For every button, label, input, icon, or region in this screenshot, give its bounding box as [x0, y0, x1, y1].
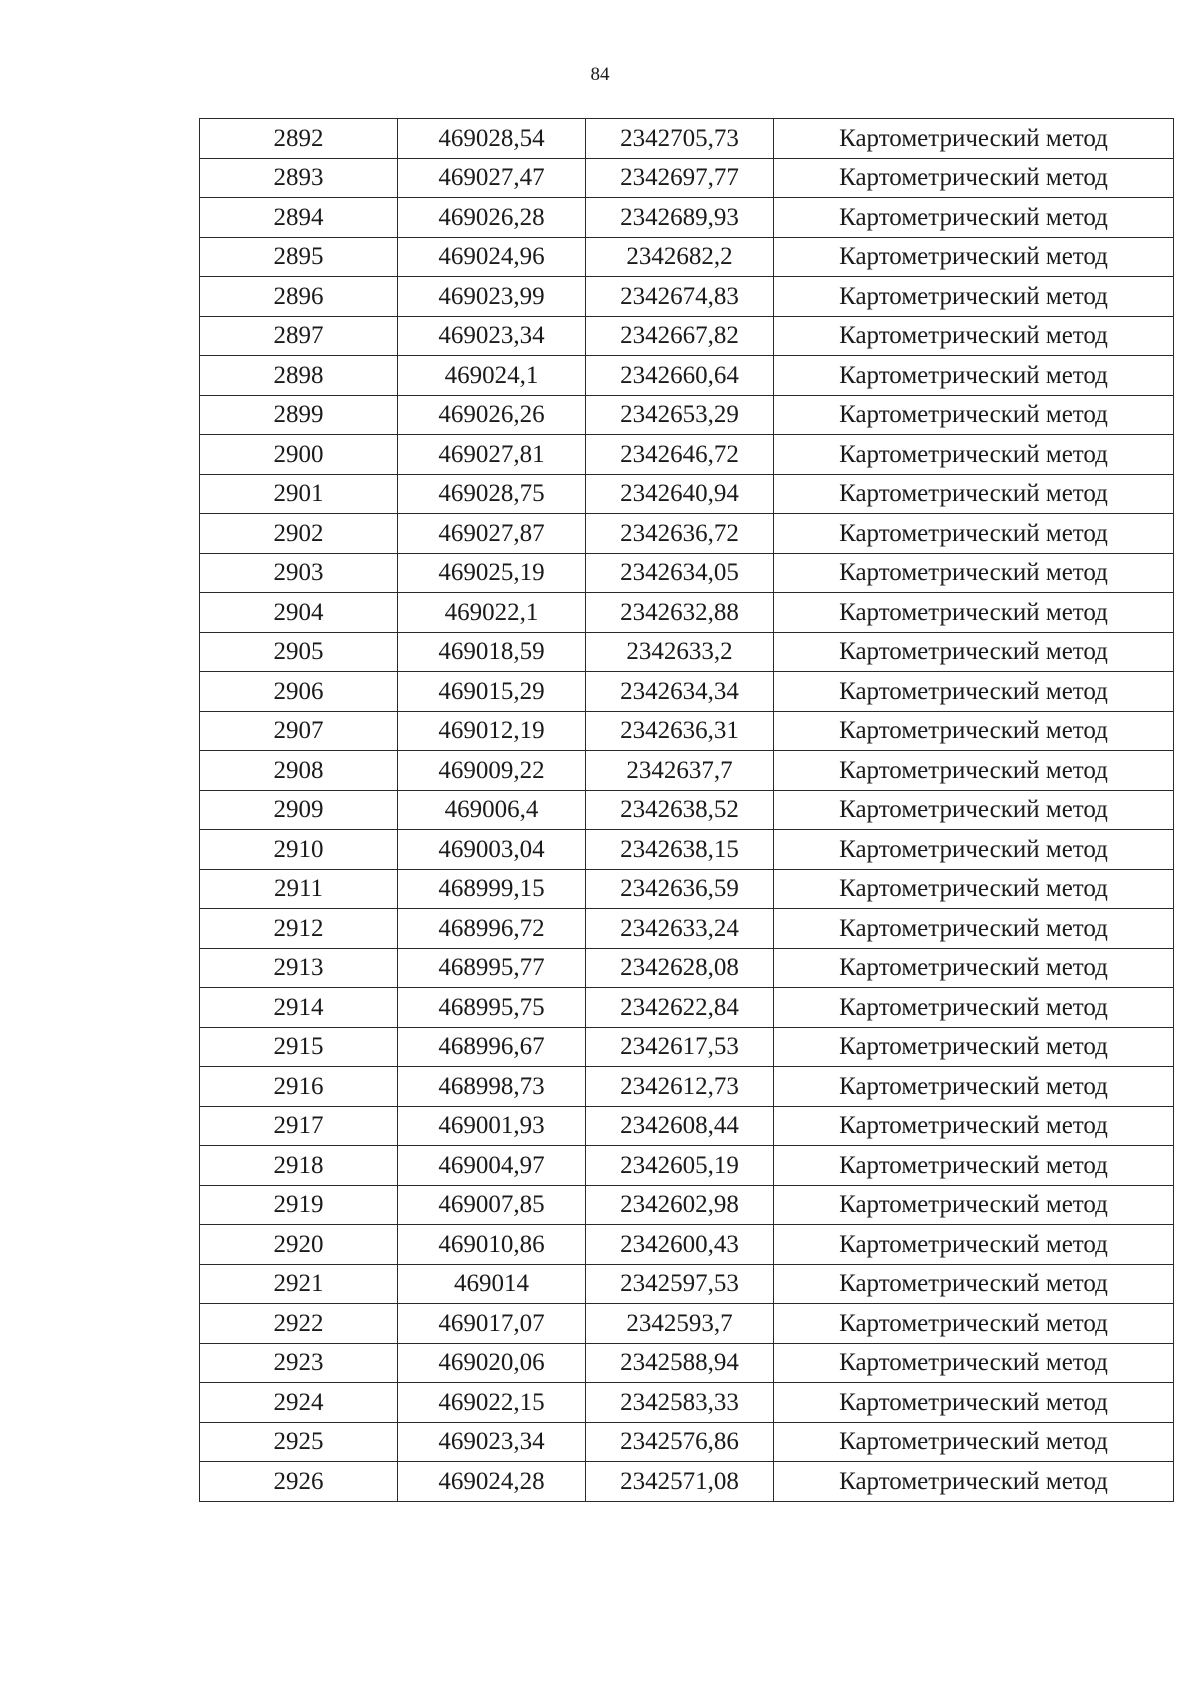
method-cell: Картометрический метод — [774, 1027, 1174, 1067]
table-row — [200, 1304, 1174, 1344]
method-cell: Картометрический метод — [774, 514, 1174, 554]
x-coordinate-cell: 468995,75 — [398, 988, 586, 1028]
table-row — [200, 988, 1174, 1028]
method-cell: Картометрический метод — [774, 277, 1174, 317]
table-row — [200, 395, 1174, 435]
x-coordinate-cell: 469022,15 — [398, 1383, 586, 1423]
y-coordinate-cell: 2342571,08 — [586, 1462, 774, 1502]
table-row — [200, 198, 1174, 238]
y-coordinate-cell: 2342597,53 — [586, 1264, 774, 1304]
point-number-cell: 2899 — [200, 395, 398, 435]
point-number-cell: 2912 — [200, 909, 398, 949]
method-cell: Картометрический метод — [774, 435, 1174, 475]
y-coordinate-cell: 2342576,86 — [586, 1422, 774, 1462]
method-cell: Картометрический метод — [774, 672, 1174, 712]
x-coordinate-cell: 469024,1 — [398, 356, 586, 396]
method-cell: Картометрический метод — [774, 158, 1174, 198]
method-cell: Картометрический метод — [774, 1067, 1174, 1107]
y-coordinate-cell: 2342632,88 — [586, 593, 774, 633]
table-row — [200, 119, 1174, 159]
point-number-cell: 2923 — [200, 1343, 398, 1383]
y-coordinate-cell: 2342636,59 — [586, 869, 774, 909]
point-number-cell: 2905 — [200, 632, 398, 672]
method-cell: Картометрический метод — [774, 593, 1174, 633]
x-coordinate-cell: 469028,54 — [398, 119, 586, 159]
method-cell: Картометрический метод — [774, 1462, 1174, 1502]
method-cell: Картометрический метод — [774, 1106, 1174, 1146]
table-row — [200, 553, 1174, 593]
y-coordinate-cell: 2342682,2 — [586, 237, 774, 277]
y-coordinate-cell: 2342640,94 — [586, 474, 774, 514]
table-row — [200, 1383, 1174, 1423]
method-cell: Картометрический метод — [774, 948, 1174, 988]
y-coordinate-cell: 2342612,73 — [586, 1067, 774, 1107]
coordinates-table — [199, 118, 1174, 1502]
method-cell: Картометрический метод — [774, 751, 1174, 791]
y-coordinate-cell: 2342660,64 — [586, 356, 774, 396]
y-coordinate-cell: 2342628,08 — [586, 948, 774, 988]
method-cell: Картометрический метод — [774, 1225, 1174, 1265]
y-coordinate-cell: 2342705,73 — [586, 119, 774, 159]
y-coordinate-cell: 2342689,93 — [586, 198, 774, 238]
y-coordinate-cell: 2342646,72 — [586, 435, 774, 475]
point-number-cell: 2907 — [200, 711, 398, 751]
method-cell: Картометрический метод — [774, 1422, 1174, 1462]
point-number-cell: 2893 — [200, 158, 398, 198]
point-number-cell: 2909 — [200, 790, 398, 830]
method-cell: Картометрический метод — [774, 830, 1174, 870]
table-row — [200, 1027, 1174, 1067]
x-coordinate-cell: 468998,73 — [398, 1067, 586, 1107]
x-coordinate-cell: 469027,81 — [398, 435, 586, 475]
x-coordinate-cell: 469006,4 — [398, 790, 586, 830]
point-number-cell: 2916 — [200, 1067, 398, 1107]
table-row — [200, 711, 1174, 751]
table-row — [200, 277, 1174, 317]
y-coordinate-cell: 2342637,7 — [586, 751, 774, 791]
point-number-cell: 2910 — [200, 830, 398, 870]
method-cell: Картометрический метод — [774, 711, 1174, 751]
x-coordinate-cell: 469009,22 — [398, 751, 586, 791]
method-cell: Картометрический метод — [774, 395, 1174, 435]
table-row — [200, 672, 1174, 712]
point-number-cell: 2906 — [200, 672, 398, 712]
point-number-cell: 2895 — [200, 237, 398, 277]
table-row — [200, 1462, 1174, 1502]
x-coordinate-cell: 469023,99 — [398, 277, 586, 317]
y-coordinate-cell: 2342600,43 — [586, 1225, 774, 1265]
table-row — [200, 830, 1174, 870]
point-number-cell: 2908 — [200, 751, 398, 791]
point-number-cell: 2911 — [200, 869, 398, 909]
y-coordinate-cell: 2342608,44 — [586, 1106, 774, 1146]
page-number: 84 — [590, 64, 610, 85]
method-cell: Картометрический метод — [774, 1383, 1174, 1423]
x-coordinate-cell: 468996,67 — [398, 1027, 586, 1067]
table-row — [200, 1106, 1174, 1146]
point-number-cell: 2924 — [200, 1383, 398, 1423]
x-coordinate-cell: 469003,04 — [398, 830, 586, 870]
method-cell: Картометрический метод — [774, 869, 1174, 909]
table-row — [200, 593, 1174, 633]
table-row — [200, 909, 1174, 949]
point-number-cell: 2903 — [200, 553, 398, 593]
table-row — [200, 514, 1174, 554]
y-coordinate-cell: 2342638,15 — [586, 830, 774, 870]
point-number-cell: 2896 — [200, 277, 398, 317]
y-coordinate-cell: 2342636,72 — [586, 514, 774, 554]
point-number-cell: 2922 — [200, 1304, 398, 1344]
y-coordinate-cell: 2342633,2 — [586, 632, 774, 672]
method-cell: Картометрический метод — [774, 356, 1174, 396]
method-cell: Картометрический метод — [774, 119, 1174, 159]
method-cell: Картометрический метод — [774, 1304, 1174, 1344]
x-coordinate-cell: 469010,86 — [398, 1225, 586, 1265]
point-number-cell: 2892 — [200, 119, 398, 159]
table-row — [200, 1343, 1174, 1383]
x-coordinate-cell: 469001,93 — [398, 1106, 586, 1146]
method-cell: Картометрический метод — [774, 316, 1174, 356]
y-coordinate-cell: 2342636,31 — [586, 711, 774, 751]
point-number-cell: 2915 — [200, 1027, 398, 1067]
point-number-cell: 2920 — [200, 1225, 398, 1265]
x-coordinate-cell: 469028,75 — [398, 474, 586, 514]
x-coordinate-cell: 469012,19 — [398, 711, 586, 751]
y-coordinate-cell: 2342605,19 — [586, 1146, 774, 1186]
y-coordinate-cell: 2342617,53 — [586, 1027, 774, 1067]
method-cell: Картометрический метод — [774, 1185, 1174, 1225]
x-coordinate-cell: 469023,34 — [398, 1422, 586, 1462]
method-cell: Картометрический метод — [774, 909, 1174, 949]
x-coordinate-cell: 469024,28 — [398, 1462, 586, 1502]
x-coordinate-cell: 469026,28 — [398, 198, 586, 238]
table-row — [200, 435, 1174, 475]
x-coordinate-cell: 468999,15 — [398, 869, 586, 909]
x-coordinate-cell: 469018,59 — [398, 632, 586, 672]
table-row — [200, 1264, 1174, 1304]
method-cell: Картометрический метод — [774, 474, 1174, 514]
table-row — [200, 474, 1174, 514]
point-number-cell: 2926 — [200, 1462, 398, 1502]
y-coordinate-cell: 2342634,34 — [586, 672, 774, 712]
table-row — [200, 1067, 1174, 1107]
point-number-cell: 2918 — [200, 1146, 398, 1186]
y-coordinate-cell: 2342633,24 — [586, 909, 774, 949]
y-coordinate-cell: 2342653,29 — [586, 395, 774, 435]
point-number-cell: 2894 — [200, 198, 398, 238]
method-cell: Картометрический метод — [774, 790, 1174, 830]
table-row — [200, 237, 1174, 277]
table-row — [200, 356, 1174, 396]
y-coordinate-cell: 2342602,98 — [586, 1185, 774, 1225]
method-cell: Картометрический метод — [774, 988, 1174, 1028]
x-coordinate-cell: 468995,77 — [398, 948, 586, 988]
x-coordinate-cell: 469026,26 — [398, 395, 586, 435]
x-coordinate-cell: 469017,07 — [398, 1304, 586, 1344]
point-number-cell: 2917 — [200, 1106, 398, 1146]
y-coordinate-cell: 2342588,94 — [586, 1343, 774, 1383]
x-coordinate-cell: 469014 — [398, 1264, 586, 1304]
point-number-cell: 2914 — [200, 988, 398, 1028]
point-number-cell: 2913 — [200, 948, 398, 988]
table-row — [200, 751, 1174, 791]
x-coordinate-cell: 469024,96 — [398, 237, 586, 277]
table-row — [200, 632, 1174, 672]
y-coordinate-cell: 2342634,05 — [586, 553, 774, 593]
coordinates-table-body — [200, 119, 1174, 1502]
x-coordinate-cell: 469027,87 — [398, 514, 586, 554]
point-number-cell: 2919 — [200, 1185, 398, 1225]
table-row — [200, 1146, 1174, 1186]
point-number-cell: 2904 — [200, 593, 398, 633]
y-coordinate-cell: 2342583,33 — [586, 1383, 774, 1423]
table-row — [200, 1225, 1174, 1265]
y-coordinate-cell: 2342622,84 — [586, 988, 774, 1028]
table-row — [200, 1185, 1174, 1225]
method-cell: Картометрический метод — [774, 632, 1174, 672]
table-row — [200, 869, 1174, 909]
y-coordinate-cell: 2342667,82 — [586, 316, 774, 356]
table-row — [200, 790, 1174, 830]
y-coordinate-cell: 2342593,7 — [586, 1304, 774, 1344]
method-cell: Картометрический метод — [774, 237, 1174, 277]
x-coordinate-cell: 469004,97 — [398, 1146, 586, 1186]
table-row — [200, 1422, 1174, 1462]
x-coordinate-cell: 469025,19 — [398, 553, 586, 593]
point-number-cell: 2925 — [200, 1422, 398, 1462]
x-coordinate-cell: 469022,1 — [398, 593, 586, 633]
y-coordinate-cell: 2342674,83 — [586, 277, 774, 317]
table-row — [200, 316, 1174, 356]
method-cell: Картометрический метод — [774, 1146, 1174, 1186]
point-number-cell: 2902 — [200, 514, 398, 554]
y-coordinate-cell: 2342638,52 — [586, 790, 774, 830]
point-number-cell: 2900 — [200, 435, 398, 475]
table-row — [200, 158, 1174, 198]
method-cell: Картометрический метод — [774, 198, 1174, 238]
method-cell: Картометрический метод — [774, 553, 1174, 593]
x-coordinate-cell: 469015,29 — [398, 672, 586, 712]
x-coordinate-cell: 469020,06 — [398, 1343, 586, 1383]
x-coordinate-cell: 468996,72 — [398, 909, 586, 949]
point-number-cell: 2897 — [200, 316, 398, 356]
point-number-cell: 2898 — [200, 356, 398, 396]
table-row — [200, 948, 1174, 988]
x-coordinate-cell: 469023,34 — [398, 316, 586, 356]
method-cell: Картометрический метод — [774, 1343, 1174, 1383]
y-coordinate-cell: 2342697,77 — [586, 158, 774, 198]
x-coordinate-cell: 469007,85 — [398, 1185, 586, 1225]
method-cell: Картометрический метод — [774, 1264, 1174, 1304]
x-coordinate-cell: 469027,47 — [398, 158, 586, 198]
point-number-cell: 2901 — [200, 474, 398, 514]
point-number-cell: 2921 — [200, 1264, 398, 1304]
